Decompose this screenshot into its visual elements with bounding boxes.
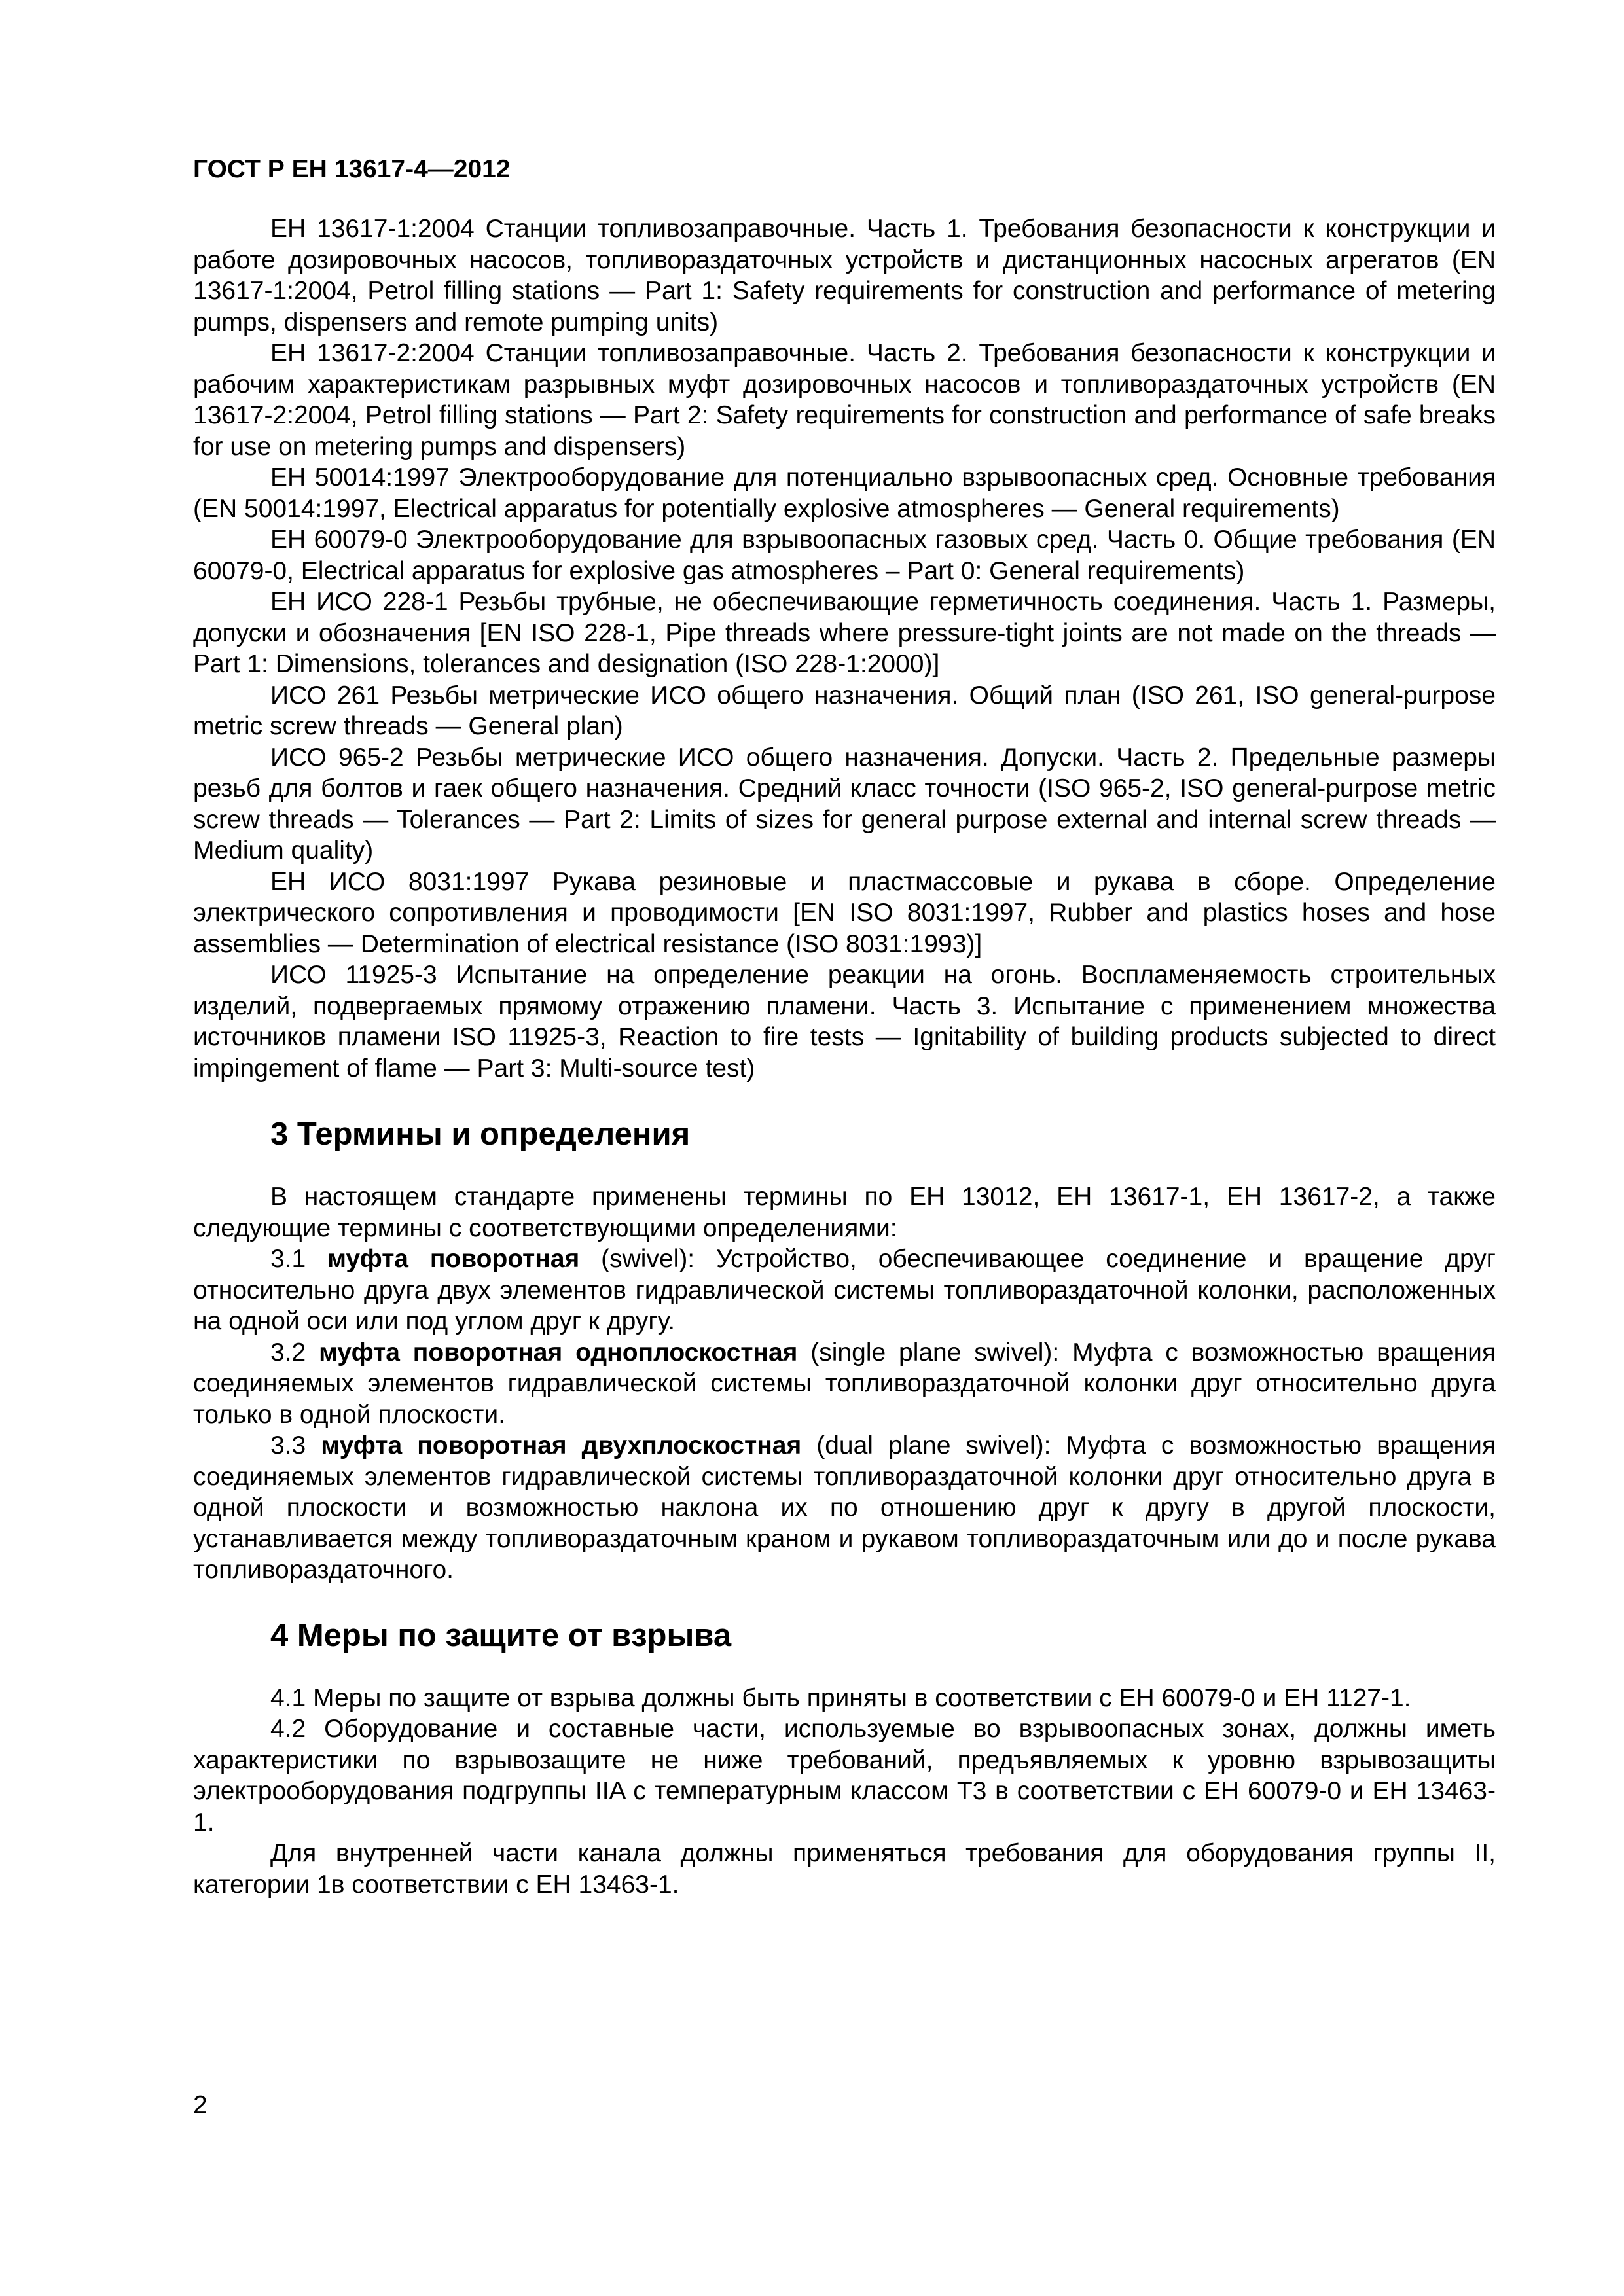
term-name: муфта поворотная двухплоскостная <box>321 1431 802 1460</box>
term-number: 3.3 <box>270 1431 306 1460</box>
section-4-heading: 4 Меры по защите от взрыва <box>270 1617 732 1653</box>
term-definition-text: (swivel): Устройство, обеспечивающее соединение и вращение друг относительно друга двух элементов гидравлической системы топливораздаточной колонки, расположенных на одной оси или под углом друг к другу. <box>193 1245 1496 1335</box>
term-definition-3-1 <box>193 1244 1496 1337</box>
reference-item: ЕН 13617-2:2004 Станции топливозаправочные. Часть 2. Требования безопасности к конструкции и рабочим характеристикам разрывных муфт дозировочных насосов и топливораздаточных устройств (EN 13617-2:2004, Petrol filling stations — Part 2: Safety requirements for construction and performance of safe breaks for use on metering pumps and dispensers) <box>193 339 1496 461</box>
term-number: 3.2 <box>270 1338 306 1367</box>
reference-item: ИСО 11925-3 Испытание на определение реакции на огонь. Воспламеняемость строительных изделий, подвергаемых прямому отражению пламени. Часть 3. Испытание с применением множества источников пламени ISO 11925-3, Reaction to fire tests — Ignitability of building products subjected to direct impingement of flame — Part 3: Multi-source test) <box>193 961 1496 1083</box>
clause-4-1: 4.1 Меры по защите от взрыва должны быть приняты в соответствии с ЕН 60079-0 и ЕН 1127-1. <box>270 1683 1411 1712</box>
reference-item: ИСО 965-2 Резьбы метрические ИСО общего назначения. Допуски. Часть 2. Предельные размеры резьб для болтов и гаек общего назначения. Средний класс точности (ISO 965-2, ISO general-purpose metric screw threads — Tolerances — Part 2: Limits of sizes for general purpose external and internal screw threads — Medium quality) <box>193 743 1496 865</box>
clause-4-2: 4.2 Оборудование и составные части, используемые во взрывоопасных зонах, должны иметь характеристики по взрывозащите не ниже требований, предъявляемых к уровню взрывозащиты электрооборудования подгруппы IIA с температурным классом Т3 в соответствии с ЕН 60079-0 и ЕН 13463-1. <box>193 1715 1496 1837</box>
reference-item: ЕН ИСО 8031:1997 Рукава резиновые и пластмассовые и рукава в сборе. Определение электрического сопротивления и проводимости [EN ISO 8031:1997, Rubber and plastics hoses and hose assemblies — Determination of electrical resistance (ISO 8031:1993)] <box>193 867 1496 958</box>
reference-item: ЕН 13617-1:2004 Станции топливозаправочные. Часть 1. Требования безопасности к конструкции и работе дозировочных насосов, топливораздаточных устройств и дистанционных насосных агрегатов (EN 13617-1:2004, Petrol filling stations — Part 1: Safety requirements for construction and performance of metering pumps, dispensers and remote pumping units) <box>193 215 1496 336</box>
section-3-body <box>193 1181 1496 1586</box>
reference-item: ИСО 261 Резьбы метрические ИСО общего назначения. Общий план (ISO 261, ISO general-purpose metric screw threads — General plan) <box>193 681 1496 740</box>
reference-item: ЕН ИСО 228-1 Резьбы трубные, не обеспечивающие герметичность соединения. Часть 1. Размеры, допуски и обозначения [EN ISO 228-1, Pipe threads where pressure-tight joints are not made on the threads — Part 1: Dimensions, tolerances and designation (ISO 228-1:2000)] <box>193 588 1496 678</box>
term-definition-3-3 <box>193 1430 1496 1586</box>
page-number: 2 <box>193 2091 208 2119</box>
term-number: 3.1 <box>270 1245 306 1273</box>
reference-item: ЕН 50014:1997 Электрооборудование для потенциально взрывоопасных сред. Основные требования (EN 50014:1997, Electrical apparatus for potentially explosive atmospheres — General requirements) <box>193 463 1496 523</box>
reference-item: ЕН 60079-0 Электрооборудование для взрывоопасных газовых сред. Часть 0. Общие требования (EN 60079-0, Electrical apparatus for explosive gas atmospheres – Part 0: General requirements) <box>193 526 1496 585</box>
document-code-header: ГОСТ Р ЕН 13617-4—2012 <box>193 155 511 183</box>
clause-4-2-continuation: Для внутренней части канала должны применяться требования для оборудования группы II, категории 1в соответствии с ЕН 13463-1. <box>193 1839 1496 1899</box>
normative-references-list <box>193 213 1496 1084</box>
document-body <box>193 213 1496 1900</box>
section-3-intro: В настоящем стандарте применены термины по ЕН 13012, ЕН 13617-1, ЕН 13617-2, а также следующие термины с соответствующими определениями: <box>193 1183 1496 1242</box>
section-3-heading: 3 Термины и определения <box>270 1117 691 1152</box>
term-definition-3-2 <box>193 1337 1496 1431</box>
section-4-body <box>193 1683 1496 1901</box>
term-name: муфта поворотная <box>327 1245 580 1273</box>
term-definition-text: (single plane swivel): Муфта с возможностью вращения соединяемых элементов гидравлической системы топливораздаточной колонки друг относительно друга только в одной плоскости. <box>193 1338 1496 1429</box>
term-name: муфта поворотная одноплоскостная <box>319 1338 798 1367</box>
term-definition-text: (dual plane swivel): Муфта с возможностью вращения соединяемых элементов гидравлической системы топливораздаточной колонки друг относительно друга в одной плоскости и возможностью наклона их по отношению друг к другу в другой плоскости, устанавливается между топливораздаточным краном и рукавом топливораздаточным или до и после рукава топливораздаточного. <box>193 1431 1496 1584</box>
